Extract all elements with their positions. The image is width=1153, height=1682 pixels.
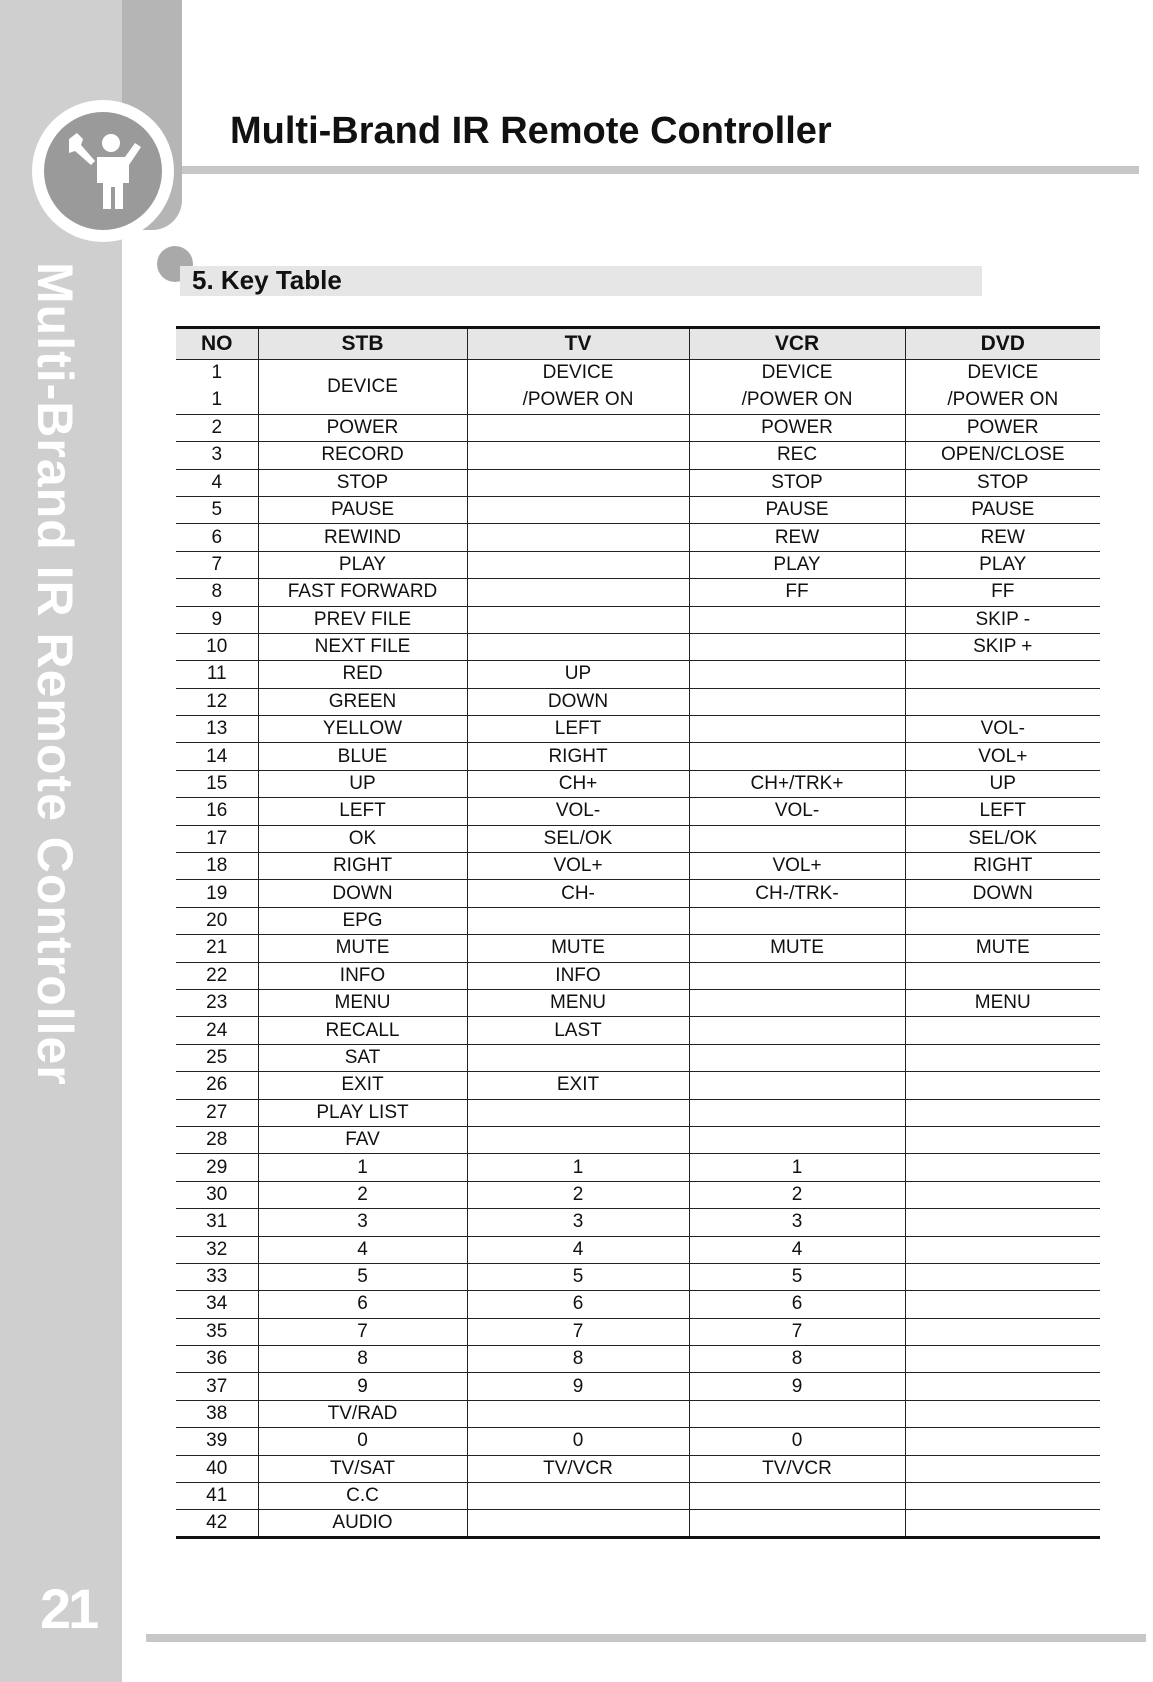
cell-no: 19 xyxy=(176,880,258,907)
cell-no: 30 xyxy=(176,1181,258,1208)
cell-dvd: VOL- xyxy=(905,716,1100,743)
cell-vcr: 2 xyxy=(689,1181,905,1208)
cell-tv: CH- xyxy=(467,880,689,907)
cell-dvd xyxy=(905,1428,1100,1455)
cell-dvd xyxy=(905,1510,1100,1538)
cell-dvd xyxy=(905,1291,1100,1318)
cell-no: 27 xyxy=(176,1099,258,1126)
cell-dvd xyxy=(905,907,1100,934)
table-row xyxy=(176,1510,1100,1538)
cell-vcr: FF xyxy=(689,579,905,606)
cell-tv: DOWN xyxy=(467,688,689,715)
cell-stb: REWIND xyxy=(258,524,467,551)
cell-stb: RED xyxy=(258,661,467,688)
cell-tv xyxy=(467,442,689,469)
table-row xyxy=(176,1209,1100,1236)
table-row xyxy=(176,880,1100,907)
cell-no: 1 xyxy=(176,360,258,387)
cell-tv xyxy=(467,1126,689,1153)
cell-tv xyxy=(467,633,689,660)
table-row xyxy=(176,1400,1100,1427)
cell-vcr xyxy=(689,716,905,743)
cell-dvd: VOL+ xyxy=(905,743,1100,770)
cell-no: 1 xyxy=(176,387,258,414)
footer-divider xyxy=(146,1634,1146,1642)
cell-dvd: OPEN/CLOSE xyxy=(905,442,1100,469)
table-row xyxy=(176,798,1100,825)
table-row xyxy=(176,907,1100,934)
cell-tv: MUTE xyxy=(467,935,689,962)
cell-vcr xyxy=(689,743,905,770)
cell-stb: RIGHT xyxy=(258,853,467,880)
cell-stb: C.C xyxy=(258,1483,467,1510)
cell-vcr xyxy=(689,1400,905,1427)
cell-no: 3 xyxy=(176,442,258,469)
cell-no: 14 xyxy=(176,743,258,770)
cell-dvd xyxy=(905,962,1100,989)
cell-vcr: 8 xyxy=(689,1346,905,1373)
cell-tv: 9 xyxy=(467,1373,689,1400)
cell-no: 42 xyxy=(176,1510,258,1538)
cell-tv xyxy=(467,551,689,578)
cell-vcr: CH+/TRK+ xyxy=(689,770,905,797)
cell-vcr: CH-/TRK- xyxy=(689,880,905,907)
cell-stb: PLAY LIST xyxy=(258,1099,467,1126)
table-row xyxy=(176,1099,1100,1126)
cell-no: 38 xyxy=(176,1400,258,1427)
cell-tv: 8 xyxy=(467,1346,689,1373)
table-row xyxy=(176,524,1100,551)
cell-stb: PLAY xyxy=(258,551,467,578)
cell-stb: 1 xyxy=(258,1154,467,1181)
cell-vcr: 6 xyxy=(689,1291,905,1318)
page-title: Multi-Brand IR Remote Controller xyxy=(230,110,832,152)
cell-dvd: MUTE xyxy=(905,935,1100,962)
cell-stb: AUDIO xyxy=(258,1510,467,1538)
cell-vcr xyxy=(689,1072,905,1099)
cell-vcr: REC xyxy=(689,442,905,469)
cell-stb: DOWN xyxy=(258,880,467,907)
page-number: 21 xyxy=(40,1577,97,1640)
cell-stb: 4 xyxy=(258,1236,467,1263)
cell-tv: 7 xyxy=(467,1318,689,1345)
column-header-stb: STB xyxy=(258,328,467,360)
cell-tv: SEL/OK xyxy=(467,825,689,852)
cell-vcr xyxy=(689,1510,905,1538)
cell-vcr: 4 xyxy=(689,1236,905,1263)
cell-no: 16 xyxy=(176,798,258,825)
cell-tv xyxy=(467,907,689,934)
cell-vcr: 3 xyxy=(689,1209,905,1236)
cell-vcr xyxy=(689,825,905,852)
cell-stb: FAV xyxy=(258,1126,467,1153)
cell-tv xyxy=(467,469,689,496)
cell-stb: POWER xyxy=(258,414,467,441)
sidebar-vertical-title: Multi-Brand IR Remote Controller xyxy=(27,262,83,1086)
table-row xyxy=(176,1017,1100,1044)
cell-no: 36 xyxy=(176,1346,258,1373)
logo xyxy=(44,112,162,230)
cell-no: 22 xyxy=(176,962,258,989)
cell-tv: VOL+ xyxy=(467,853,689,880)
table-row xyxy=(176,1181,1100,1208)
section-title: 5. Key Table xyxy=(192,265,342,295)
cell-tv: INFO xyxy=(467,962,689,989)
column-header-vcr: VCR xyxy=(689,328,905,360)
table-row xyxy=(176,825,1100,852)
column-header-dvd: DVD xyxy=(905,328,1100,360)
cell-stb: INFO xyxy=(258,962,467,989)
cell-vcr xyxy=(689,989,905,1016)
table-header-row xyxy=(176,328,1100,360)
cell-dvd xyxy=(905,1154,1100,1181)
table-row xyxy=(176,1455,1100,1482)
cell-vcr: STOP xyxy=(689,469,905,496)
cell-stb: PAUSE xyxy=(258,496,467,523)
table-row xyxy=(176,962,1100,989)
table-row xyxy=(176,1126,1100,1153)
cell-no: 8 xyxy=(176,579,258,606)
cell-no: 26 xyxy=(176,1072,258,1099)
cell-tv: 0 xyxy=(467,1428,689,1455)
cell-vcr xyxy=(689,1017,905,1044)
cell-dvd xyxy=(905,1209,1100,1236)
cell-tv xyxy=(467,414,689,441)
cell-stb: DEVICE xyxy=(258,360,467,415)
cell-vcr xyxy=(689,688,905,715)
cell-no: 21 xyxy=(176,935,258,962)
table-row xyxy=(176,496,1100,523)
cell-tv: VOL- xyxy=(467,798,689,825)
cell-no: 24 xyxy=(176,1017,258,1044)
table-row xyxy=(176,1154,1100,1181)
cell-no: 40 xyxy=(176,1455,258,1482)
cell-no: 35 xyxy=(176,1318,258,1345)
cell-vcr: 0 xyxy=(689,1428,905,1455)
cell-dvd xyxy=(905,661,1100,688)
cell-no: 6 xyxy=(176,524,258,551)
cell-tv xyxy=(467,606,689,633)
cell-vcr: 7 xyxy=(689,1318,905,1345)
cell-vcr: 9 xyxy=(689,1373,905,1400)
table-row xyxy=(176,770,1100,797)
cell-vcr: REW xyxy=(689,524,905,551)
cell-tv xyxy=(467,524,689,551)
cell-no: 33 xyxy=(176,1263,258,1290)
cell-dvd: SEL/OK xyxy=(905,825,1100,852)
cell-stb: 0 xyxy=(258,1428,467,1455)
table-row xyxy=(176,989,1100,1016)
cell-tv: RIGHT xyxy=(467,743,689,770)
table-row xyxy=(176,1428,1100,1455)
cell-dvd xyxy=(905,1017,1100,1044)
cell-stb: SAT xyxy=(258,1044,467,1071)
table-row xyxy=(176,688,1100,715)
table-row xyxy=(176,1263,1100,1290)
cell-stb: 8 xyxy=(258,1346,467,1373)
cell-stb: TV/RAD xyxy=(258,1400,467,1427)
cell-stb: RECORD xyxy=(258,442,467,469)
cell-stb: MENU xyxy=(258,989,467,1016)
cell-tv: 1 xyxy=(467,1154,689,1181)
cell-dvd: MENU xyxy=(905,989,1100,1016)
table-row xyxy=(176,579,1100,606)
cell-vcr: 1 xyxy=(689,1154,905,1181)
cell-stb: 2 xyxy=(258,1181,467,1208)
cell-dvd: UP xyxy=(905,770,1100,797)
cell-stb: EXIT xyxy=(258,1072,467,1099)
cell-tv: /POWER ON xyxy=(467,387,689,414)
cell-dvd: POWER xyxy=(905,414,1100,441)
cell-vcr: /POWER ON xyxy=(689,387,905,414)
cell-dvd xyxy=(905,1318,1100,1345)
cell-no: 18 xyxy=(176,853,258,880)
cell-stb: RECALL xyxy=(258,1017,467,1044)
cell-dvd xyxy=(905,1099,1100,1126)
cell-tv: UP xyxy=(467,661,689,688)
cell-dvd xyxy=(905,1126,1100,1153)
cell-no: 39 xyxy=(176,1428,258,1455)
cell-dvd: DOWN xyxy=(905,880,1100,907)
cell-dvd: /POWER ON xyxy=(905,387,1100,414)
person-wrench-icon xyxy=(63,129,143,213)
cell-vcr: PAUSE xyxy=(689,496,905,523)
table-row xyxy=(176,1291,1100,1318)
cell-dvd xyxy=(905,1400,1100,1427)
cell-stb: STOP xyxy=(258,469,467,496)
table-row xyxy=(176,1483,1100,1510)
cell-vcr: 5 xyxy=(689,1263,905,1290)
cell-no: 25 xyxy=(176,1044,258,1071)
table-row xyxy=(176,1044,1100,1071)
cell-tv: 6 xyxy=(467,1291,689,1318)
cell-dvd xyxy=(905,1455,1100,1482)
cell-tv: 5 xyxy=(467,1263,689,1290)
table-row xyxy=(176,1346,1100,1373)
cell-vcr xyxy=(689,1483,905,1510)
cell-dvd: RIGHT xyxy=(905,853,1100,880)
cell-tv: 4 xyxy=(467,1236,689,1263)
cell-stb: GREEN xyxy=(258,688,467,715)
column-header-tv: TV xyxy=(467,328,689,360)
cell-stb: 5 xyxy=(258,1263,467,1290)
cell-stb: YELLOW xyxy=(258,716,467,743)
table-row xyxy=(176,661,1100,688)
cell-vcr: POWER xyxy=(689,414,905,441)
table-row xyxy=(176,1072,1100,1099)
cell-tv: MENU xyxy=(467,989,689,1016)
cell-tv: EXIT xyxy=(467,1072,689,1099)
cell-dvd: REW xyxy=(905,524,1100,551)
table-row xyxy=(176,1373,1100,1400)
cell-dvd: PLAY xyxy=(905,551,1100,578)
cell-tv: DEVICE xyxy=(467,360,689,387)
cell-dvd: SKIP - xyxy=(905,606,1100,633)
cell-vcr: PLAY xyxy=(689,551,905,578)
cell-vcr: VOL+ xyxy=(689,853,905,880)
cell-tv: 3 xyxy=(467,1209,689,1236)
cell-no: 37 xyxy=(176,1373,258,1400)
table-row xyxy=(176,551,1100,578)
cell-stb: MUTE xyxy=(258,935,467,962)
cell-tv: LAST xyxy=(467,1017,689,1044)
cell-stb: UP xyxy=(258,770,467,797)
cell-dvd: DEVICE xyxy=(905,360,1100,387)
cell-vcr: VOL- xyxy=(689,798,905,825)
cell-vcr xyxy=(689,633,905,660)
cell-vcr: DEVICE xyxy=(689,360,905,387)
cell-tv: TV/VCR xyxy=(467,1455,689,1482)
cell-no: 31 xyxy=(176,1209,258,1236)
table-row xyxy=(176,1318,1100,1345)
cell-no: 34 xyxy=(176,1291,258,1318)
cell-no: 9 xyxy=(176,606,258,633)
cell-no: 41 xyxy=(176,1483,258,1510)
cell-stb: 9 xyxy=(258,1373,467,1400)
cell-no: 23 xyxy=(176,989,258,1016)
cell-vcr xyxy=(689,661,905,688)
header-divider xyxy=(182,166,1139,174)
cell-vcr xyxy=(689,907,905,934)
cell-dvd xyxy=(905,688,1100,715)
cell-no: 4 xyxy=(176,469,258,496)
cell-tv xyxy=(467,1483,689,1510)
cell-no: 7 xyxy=(176,551,258,578)
cell-dvd: STOP xyxy=(905,469,1100,496)
cell-vcr: MUTE xyxy=(689,935,905,962)
cell-no: 17 xyxy=(176,825,258,852)
cell-no: 11 xyxy=(176,661,258,688)
cell-dvd xyxy=(905,1483,1100,1510)
cell-dvd xyxy=(905,1236,1100,1263)
cell-dvd xyxy=(905,1263,1100,1290)
table-row xyxy=(176,633,1100,660)
cell-stb: NEXT FILE xyxy=(258,633,467,660)
cell-stb: FAST FORWARD xyxy=(258,579,467,606)
table-row xyxy=(176,469,1100,496)
cell-no: 15 xyxy=(176,770,258,797)
cell-vcr xyxy=(689,1126,905,1153)
cell-no: 13 xyxy=(176,716,258,743)
cell-no: 2 xyxy=(176,414,258,441)
table-row xyxy=(176,414,1100,441)
cell-tv xyxy=(467,1400,689,1427)
cell-vcr xyxy=(689,962,905,989)
column-header-no: NO xyxy=(176,328,258,360)
cell-tv xyxy=(467,1044,689,1071)
cell-no: 29 xyxy=(176,1154,258,1181)
cell-vcr xyxy=(689,606,905,633)
cell-no: 20 xyxy=(176,907,258,934)
table-row xyxy=(176,606,1100,633)
cell-no: 12 xyxy=(176,688,258,715)
cell-tv xyxy=(467,1510,689,1538)
cell-dvd: FF xyxy=(905,579,1100,606)
cell-stb: BLUE xyxy=(258,743,467,770)
table-row xyxy=(176,743,1100,770)
cell-tv xyxy=(467,496,689,523)
cell-stb: OK xyxy=(258,825,467,852)
cell-vcr xyxy=(689,1044,905,1071)
cell-stb: 6 xyxy=(258,1291,467,1318)
cell-stb: 3 xyxy=(258,1209,467,1236)
cell-dvd xyxy=(905,1373,1100,1400)
cell-stb: PREV FILE xyxy=(258,606,467,633)
cell-dvd: PAUSE xyxy=(905,496,1100,523)
cell-vcr: TV/VCR xyxy=(689,1455,905,1482)
cell-tv: LEFT xyxy=(467,716,689,743)
cell-tv: CH+ xyxy=(467,770,689,797)
table-row xyxy=(176,716,1100,743)
cell-stb: TV/SAT xyxy=(258,1455,467,1482)
cell-no: 28 xyxy=(176,1126,258,1153)
cell-no: 10 xyxy=(176,633,258,660)
cell-tv: 2 xyxy=(467,1181,689,1208)
table-row xyxy=(176,1236,1100,1263)
cell-no: 32 xyxy=(176,1236,258,1263)
table-row xyxy=(176,442,1100,469)
cell-stb: LEFT xyxy=(258,798,467,825)
cell-dvd: LEFT xyxy=(905,798,1100,825)
cell-stb: EPG xyxy=(258,907,467,934)
cell-stb: 7 xyxy=(258,1318,467,1345)
table-row xyxy=(176,853,1100,880)
cell-dvd xyxy=(905,1346,1100,1373)
key-table xyxy=(176,326,1100,1539)
table-row xyxy=(176,360,1100,387)
cell-vcr xyxy=(689,1099,905,1126)
cell-dvd xyxy=(905,1044,1100,1071)
table-row xyxy=(176,935,1100,962)
cell-no: 5 xyxy=(176,496,258,523)
cell-dvd xyxy=(905,1181,1100,1208)
cell-dvd xyxy=(905,1072,1100,1099)
cell-tv xyxy=(467,1099,689,1126)
cell-tv xyxy=(467,579,689,606)
cell-dvd: SKIP + xyxy=(905,633,1100,660)
